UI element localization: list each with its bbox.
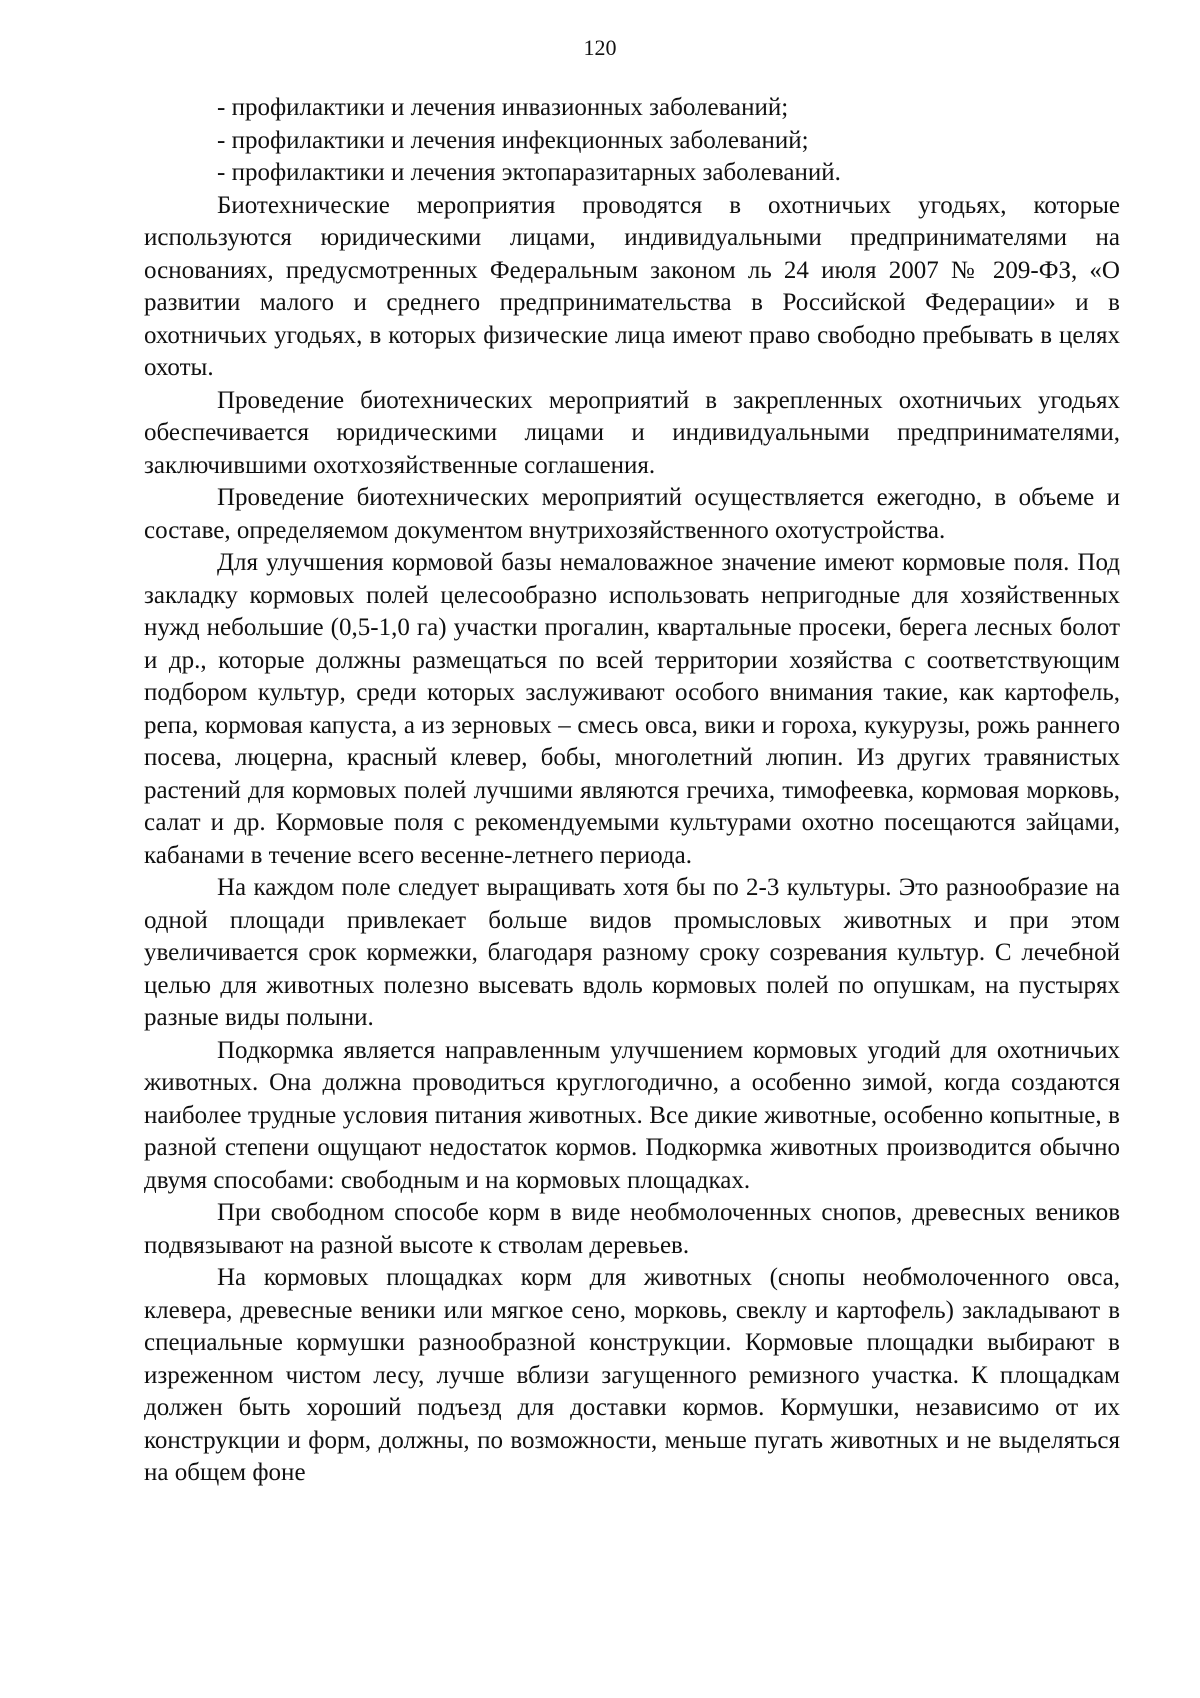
- paragraph: Для улучшения кормовой базы немаловажное значение имеют кормовые поля. Под закладку кормовых полей целесообразно использовать непригодные для хозяйственных нужд небольшие (0,5-1,0 га) участки прогалин, квартальные просеки, берега лесных болот и др., которые должны размещаться по всей территории хозяйства с соответствующим подбором культур, среди которых заслуживают особого внимания такие, как картофель, репа, кормовая капуста, а из зерновых – смесь овса, вики и гороха, кукурузы, рожь раннего посева, люцерна, красный клевер, бобы, многолетний люпин. Из других травянистых растений для кормовых полей лучшими являются гречиха, тимофеевка, кормовая морковь, салат и др. Кормовые поля с рекомендуемыми культурами охотно посещаются зайцами, кабанами в течение всего весенне-летнего периода.: [144, 549, 1120, 869]
- list-item: - профилактики и лечения инвазионных заболеваний;: [217, 94, 789, 121]
- list-item: - профилактики и лечения инфекционных заболеваний;: [217, 126, 809, 154]
- paragraph: На кормовых площадках корм для животных (снопы необмолоченного овса, клевера, древесные веники или мягкое сено, морковь, свеклу и картофель) закладывают в специальные кормушки разнообразной конструкции. Кормовые площадки выбирают в изреженном чистом лесу, лучше вблизи загущенного ремизного участка. К площадкам должен быть хороший подъезд для доставки кормов. Кормушки, независимо от их конструкции и форм, должны, по возможности, меньше пугать животных и не выделяться на общем фоне: [144, 1264, 1120, 1486]
- page-number: 120: [583, 35, 617, 60]
- paragraph: Проведение биотехнических мероприятий в закрепленных охотничьих угодьях обеспечивается юридическими лицами и индивидуальными предпринимателями, заключившими охотхозяйственные соглашения.: [144, 386, 1120, 479]
- paragraph: Проведение биотехнических мероприятий осуществляется ежегодно, в объеме и составе, определяемом документом внутрихозяйственного охотустройства.: [144, 484, 1120, 544]
- paragraph: Подкормка является направленным улучшением кормовых угодий для охотничьих животных. Она должна проводиться круглогодично, а особенно зимой, когда создаются наиболее трудные условия питания животных. Все дикие животные, особенно копытные, в разной степени ощущают недостаток кормов. Подкормка животных производится обычно двумя способами: свободным и на кормовых площадках.: [144, 1036, 1120, 1194]
- paragraph: При свободном способе корм в виде необмолоченных снопов, древесных веников подвязывают на разной высоте к стволам деревьев.: [144, 1199, 1120, 1259]
- body-text: [144, 92, 1120, 1490]
- list-item: - профилактики и лечения эктопаразитарных заболеваний.: [217, 159, 841, 186]
- paragraph: На каждом поле следует выращивать хотя бы по 2-3 культуры. Это разнообразие на одной площади привлекает больше видов промысловых животных и при этом увеличивается срок кормежки, благодаря разному сроку созревания культур. С лечебной целью для животных полезно высевать вдоль кормовых полей по опушкам, на пустырях разные виды полыни.: [144, 874, 1120, 1031]
- paragraph: Биотехнические мероприятия проводятся в охотничьих угодьях, которые используются юридическими лицами, индивидуальными предпринимателями на основаниях, предусмотренных Федеральным законом ль 24 июля 2007 № 209-ФЗ, «О развитии малого и среднего предпринимательства в Российской Федерации» и в охотничьих угодьях, в которых физические лица имеют право свободно пребывать в целях охоты.: [144, 191, 1120, 381]
